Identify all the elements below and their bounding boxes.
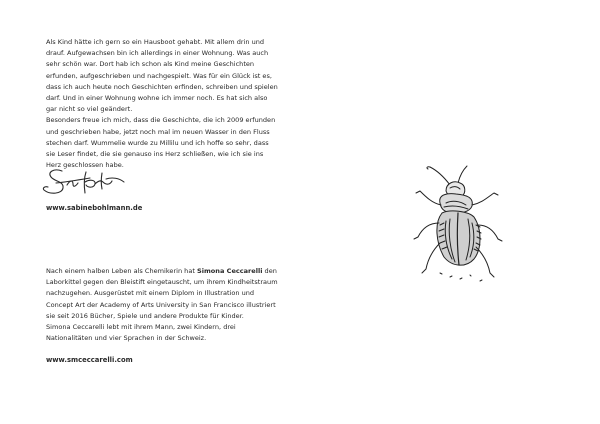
illustrator-website-link[interactable]: www.smceccarelli.com <box>46 356 133 364</box>
bio-paragraph: Als Kind hätte ich gern so ein Hausboot gehabt. Mit allem drin und drauf. Aufgewachsen bin ich allerdings in einer Wohnung. Was auch sehr schön war. Dort hab ich schon als Kind meine Geschichten erfunden, aufgeschrieben und nachgespielt. Was für ein Glück ist es, dass ich auch heute noch Geschichten erfinden, schreiben und spielen darf. Und in einer Wohnung wohne ich immer noch. Es hat sich also gar nicht so viel geändert. <box>46 38 278 114</box>
author-bio-sabine-bohlmann <box>46 37 278 171</box>
bio-paragraph <box>46 266 278 322</box>
author-website-link[interactable]: www.sabinebohlmann.de <box>46 204 143 212</box>
bio-paragraph: Simona Ceccarelli lebt mit ihrem Mann, zwei Kindern, drei Nationalitäten und vier Sprachen in der Schweiz. <box>46 323 236 343</box>
bio-intro: Nach einem halben Leben als Chemikerin hat <box>46 267 197 275</box>
author-bio-simona-ceccarelli <box>46 266 278 344</box>
bio-paragraph: Besonders freue ich mich, dass die Geschichte, die ich 2009 erfunden und geschrieben habe, jetzt noch mal im neuen Wasser in den Fluss stechen darf. Wummelie wurde zu Millilu und ich hoffe so sehr, dass sie Leser findet, die sie genauso ins Herz schließen, wie ich sie ins Herz geschlossen habe. <box>46 116 276 170</box>
author-signature <box>40 162 130 200</box>
author-name: Simona Ceccarelli <box>197 267 263 275</box>
beetle-illustration <box>410 163 506 287</box>
bio-text: den Laborkittel gegen den Bleistift eingetauscht, um ihrem Kindheitstraum nachzugehen. Ausgerüstet mit einem Diplom in Illustration und Concept Art der Academy of Arts University in San Francisco illustriert sie seit 2016 Bücher, Spiele und andere Produkte für Kinder. <box>46 267 278 320</box>
